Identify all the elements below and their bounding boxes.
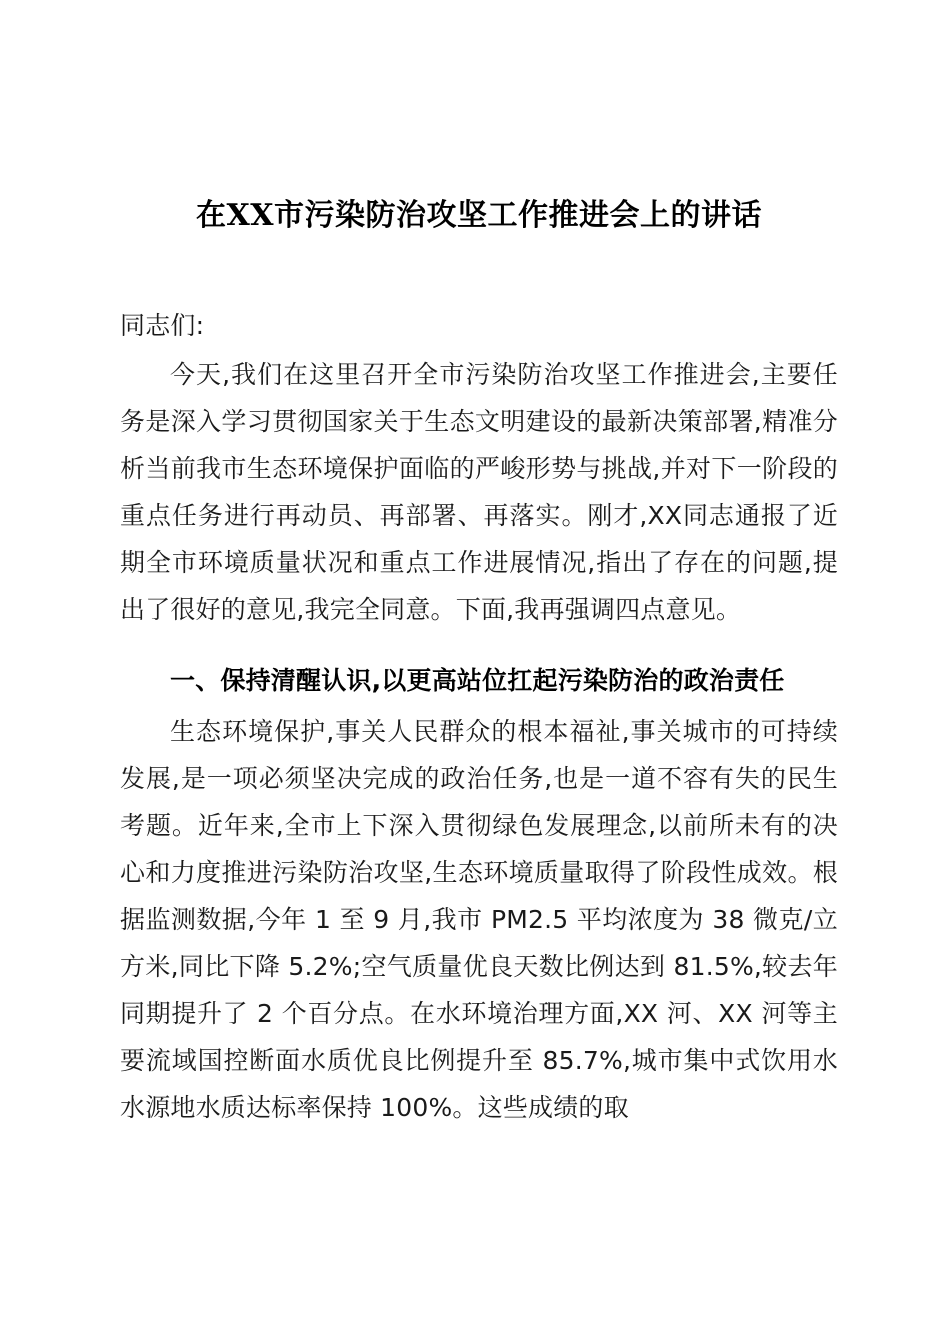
page-title: 在XX市污染防治攻坚工作推进会上的讲话 (195, 198, 763, 233)
opening-paragraph: 今天,我们在这里召开全市污染防治攻坚工作推进会,主要任务是深入学习贯彻国家关于生态文明建设的最新决策部署,精准分析当前我市生态环境保护面临的严峻形势与挑战,并对下一阶段的重点任务进行再动员、再部署、再落实。刚才,XX同志通报了近期全市环境质量状况和重点工作进展情况,指出了存在的问题,提出了很好的意见,我完全同意。下面,我再强调四点意见。 (120, 360, 838, 624)
salutation: 同志们: (120, 311, 205, 340)
document-body (120, 0, 838, 1131)
section-heading-one: 一、保持清醒认识,以更高站位扛起污染防治的政治责任 (170, 666, 785, 695)
section-one-paragraph-one: 生态环境保护,事关人民群众的根本福祉,事关城市的可持续发展,是一项必须坚决完成的政治任务,也是一道不容有失的民生考题。近年来,全市上下深入贯彻绿色发展理念,以前所未有的决心和力度推进污染防治攻坚,生态环境质量取得了阶段性成效。根据监测数据,今年 1 至 9 月,我市 PM2.5 平均浓度为 38 微克/立方米,同比下降 5.2%;空气质量优良天数比例达到 81.5%,较去年同期提升了 2 个百分点。在水环境治理方面,XX 河、XX 河等主要流域国控断面水质优良比例提升至 85.7%,城市集中式饮用水水源地水质达标率保持 100%。这些成绩的取 (120, 717, 838, 1122)
